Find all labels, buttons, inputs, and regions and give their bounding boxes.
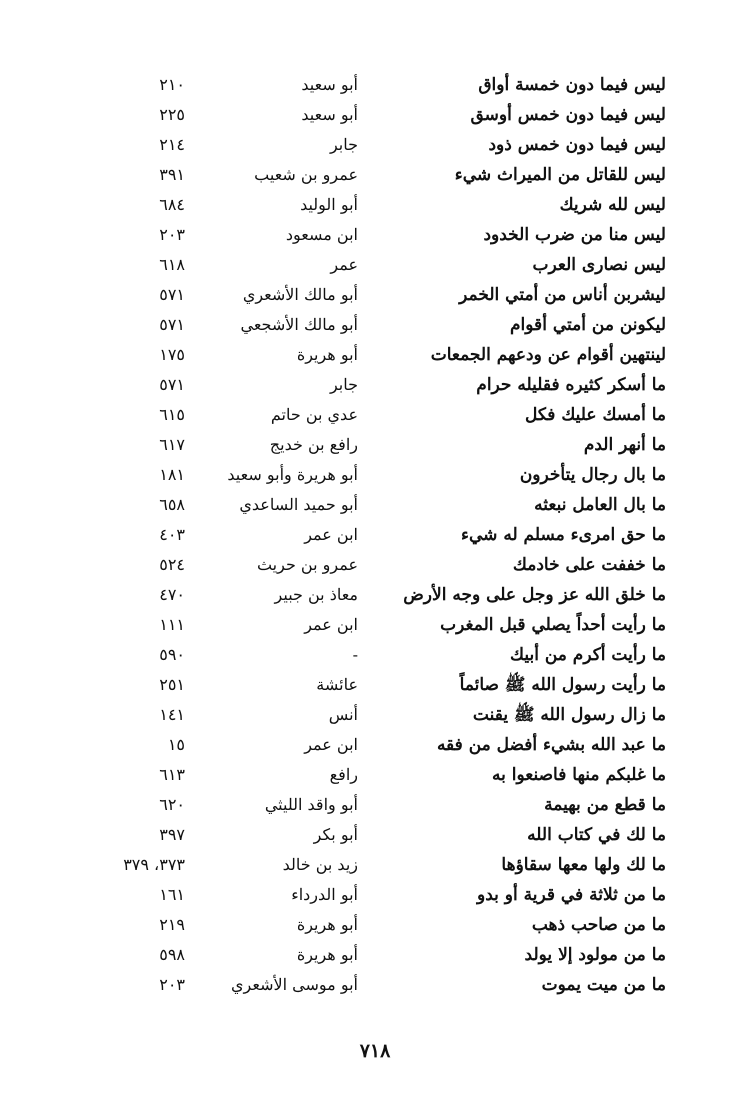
narrator-name: عمرو بن شعيب bbox=[254, 165, 358, 184]
page-reference: ١٥ bbox=[167, 735, 185, 754]
page-reference: ٦١٥ bbox=[159, 405, 185, 424]
narrator-name: رافع bbox=[329, 765, 358, 784]
page-reference: ٥٧١ bbox=[159, 315, 185, 334]
hadith-text: ما حق امرىء مسلم له شيء bbox=[461, 525, 666, 545]
narrator-name: ابن عمر bbox=[304, 735, 358, 754]
page-reference: ٦١٨ bbox=[159, 255, 185, 274]
narrator-name: أبو هريرة bbox=[296, 345, 358, 364]
index-row bbox=[100, 400, 680, 430]
index-row bbox=[100, 280, 680, 310]
index-row bbox=[100, 310, 680, 340]
index-row bbox=[100, 610, 680, 640]
hadith-text: لينتهين أقوام عن ودعهم الجمعات bbox=[430, 345, 666, 365]
narrator-name: أبو سعيد bbox=[301, 105, 358, 124]
narrator-name: عمر bbox=[330, 255, 358, 274]
page-reference: ٤٧٠ bbox=[159, 585, 185, 604]
page-reference: ٣٧٣، ٣٧٩ bbox=[123, 855, 185, 874]
index-row bbox=[100, 430, 680, 460]
hadith-text: ما غلبكم منها فاصنعوا به bbox=[492, 765, 666, 785]
index-row bbox=[100, 730, 680, 760]
narrator-name: أبو واقد الليثي bbox=[264, 795, 358, 814]
page-reference: ٢١٩ bbox=[159, 915, 185, 934]
index-row bbox=[100, 760, 680, 790]
narrator-name: أنس bbox=[328, 705, 358, 724]
narrator-name: عائشة bbox=[316, 675, 358, 694]
page-reference: ١٦١ bbox=[159, 885, 185, 904]
hadith-text: ما لك ولها معها سقاؤها bbox=[501, 855, 666, 875]
narrator-name: جابر bbox=[329, 135, 358, 154]
page-reference: ٣٩٧ bbox=[159, 825, 185, 844]
hadith-text: ما رأيت أحداً يصلي قبل المغرب bbox=[440, 615, 666, 635]
page-reference: ٢٠٣ bbox=[159, 975, 185, 994]
index-row bbox=[100, 190, 680, 220]
index-row bbox=[100, 580, 680, 610]
hadith-text: ما من صاحب ذهب bbox=[531, 915, 666, 935]
index-row bbox=[100, 130, 680, 160]
hadith-text: ليشربن أناس من أمتي الخمر bbox=[459, 285, 666, 305]
page-reference: ٢٠٣ bbox=[159, 225, 185, 244]
page-reference: ٢٢٥ bbox=[159, 105, 185, 124]
narrator-name: ابن عمر bbox=[304, 525, 358, 544]
page-reference: ٣٩١ bbox=[159, 165, 185, 184]
hadith-text: ليس نصارى العرب bbox=[532, 255, 666, 275]
page-reference: ٥٧١ bbox=[159, 375, 185, 394]
hadith-text: ما خلق الله عز وجل على وجه الأرض bbox=[403, 585, 666, 605]
page-reference: ٥٧١ bbox=[159, 285, 185, 304]
narrator-name: زيد بن خالد bbox=[282, 855, 358, 874]
index-row bbox=[100, 70, 680, 100]
hadith-text: ليس للقاتل من الميراث شيء bbox=[454, 165, 666, 185]
hadith-text: ما أنهر الدم bbox=[583, 435, 666, 455]
hadith-text: ما أسكر كثيره فقليله حرام bbox=[476, 375, 666, 395]
narrator-name: جابر bbox=[329, 375, 358, 394]
page-reference: ٦٢٠ bbox=[159, 795, 185, 814]
page-reference: ٦٥٨ bbox=[159, 495, 185, 514]
page-reference: ٥٩٨ bbox=[159, 945, 185, 964]
hadith-text: ما من ثلاثة في قرية أو بدو bbox=[476, 885, 666, 905]
page-reference: ١٤١ bbox=[159, 705, 185, 724]
page-reference: ٤٠٣ bbox=[159, 525, 185, 544]
index-row bbox=[100, 220, 680, 250]
narrator-name: أبو حميد الساعدي bbox=[239, 495, 358, 514]
page-reference: ٦١٧ bbox=[159, 435, 185, 454]
page-reference: ٦٨٤ bbox=[159, 195, 185, 214]
index-row bbox=[100, 670, 680, 700]
index-row bbox=[100, 820, 680, 850]
narrator-name: رافع بن خديج bbox=[269, 435, 358, 454]
narrator-name: أبو هريرة وأبو سعيد bbox=[227, 465, 358, 484]
index-row bbox=[100, 460, 680, 490]
hadith-text: ما رأيت أكرم من أبيك bbox=[510, 645, 666, 665]
hadith-text: ليس فيما دون خمس ذود bbox=[488, 135, 666, 155]
page-reference: ٥٩٠ bbox=[159, 645, 185, 664]
page-reference: ٢١٤ bbox=[159, 135, 185, 154]
narrator-name: أبو موسى الأشعري bbox=[231, 975, 358, 994]
hadith-text: ليس منا من ضرب الخدود bbox=[483, 225, 666, 245]
hadith-text: ما عبد الله بشيء أفضل من فقه bbox=[436, 735, 666, 755]
hadith-text: ما أمسك عليك فكل bbox=[525, 405, 666, 425]
page-reference: ٦١٣ bbox=[159, 765, 185, 784]
index-row bbox=[100, 490, 680, 520]
index-row bbox=[100, 880, 680, 910]
hadith-text: ما لك في كتاب الله bbox=[527, 825, 666, 845]
narrator-name: ابن عمر bbox=[304, 615, 358, 634]
narrator-name: - bbox=[352, 645, 358, 664]
narrator-name: ابن مسعود bbox=[285, 225, 358, 244]
page-number: ٧١٨ bbox=[359, 1040, 391, 1062]
index-row bbox=[100, 910, 680, 940]
narrator-name: أبو هريرة bbox=[296, 915, 358, 934]
index-row bbox=[100, 700, 680, 730]
hadith-text: ما رأيت رسول الله ﷺ صائماً bbox=[459, 675, 666, 695]
index-row bbox=[100, 340, 680, 370]
page-reference: ٢٥١ bbox=[159, 675, 185, 694]
narrator-name: أبو سعيد bbox=[301, 75, 358, 94]
hadith-text: ما قطع من بهيمة bbox=[544, 795, 666, 815]
narrator-name: عمرو بن حريث bbox=[256, 555, 358, 574]
narrator-name: أبو مالك الأشجعي bbox=[240, 315, 358, 334]
narrator-name: أبو مالك الأشعري bbox=[242, 285, 358, 304]
narrator-name: أبو الوليد bbox=[300, 195, 358, 214]
hadith-text: ما بال رجال يتأخرون bbox=[519, 465, 666, 485]
narrator-name: معاذ بن جبير bbox=[274, 585, 358, 604]
index-row bbox=[100, 790, 680, 820]
page-reference: ١١١ bbox=[159, 615, 185, 634]
index-row bbox=[100, 550, 680, 580]
page-reference: ٥٢٤ bbox=[159, 555, 185, 574]
hadith-text: ما بال العامل نبعثه bbox=[534, 495, 666, 515]
index-row bbox=[100, 160, 680, 190]
index-row bbox=[100, 970, 680, 1000]
page-reference: ١٨١ bbox=[159, 465, 185, 484]
index-row bbox=[100, 250, 680, 280]
index-row bbox=[100, 940, 680, 970]
index-row bbox=[100, 850, 680, 880]
hadith-text: ما من ميت يموت bbox=[541, 975, 666, 995]
hadith-text: ليس لله شريك bbox=[559, 195, 666, 215]
index-row bbox=[100, 520, 680, 550]
hadith-text: ليكونن من أمتي أقوام bbox=[510, 315, 666, 335]
hadith-text: ما من مولود إلا يولد bbox=[524, 945, 666, 965]
hadith-index-table bbox=[100, 70, 680, 1000]
hadith-text: ما زال رسول الله ﷺ يقنت bbox=[472, 705, 666, 725]
page-reference: ٢١٠ bbox=[159, 75, 185, 94]
index-row bbox=[100, 640, 680, 670]
hadith-text: ليس فيما دون خمس أوسق bbox=[470, 105, 666, 125]
narrator-name: أبو بكر bbox=[313, 825, 358, 844]
index-row bbox=[100, 370, 680, 400]
page-reference: ١٧٥ bbox=[159, 345, 185, 364]
narrator-name: عدي بن حاتم bbox=[270, 405, 358, 424]
index-row bbox=[100, 100, 680, 130]
narrator-name: أبو هريرة bbox=[296, 945, 358, 964]
narrator-name: أبو الدرداء bbox=[291, 885, 358, 904]
hadith-text: ما خففت على خادمك bbox=[512, 555, 666, 575]
hadith-text: ليس فيما دون خمسة أواق bbox=[478, 75, 666, 95]
